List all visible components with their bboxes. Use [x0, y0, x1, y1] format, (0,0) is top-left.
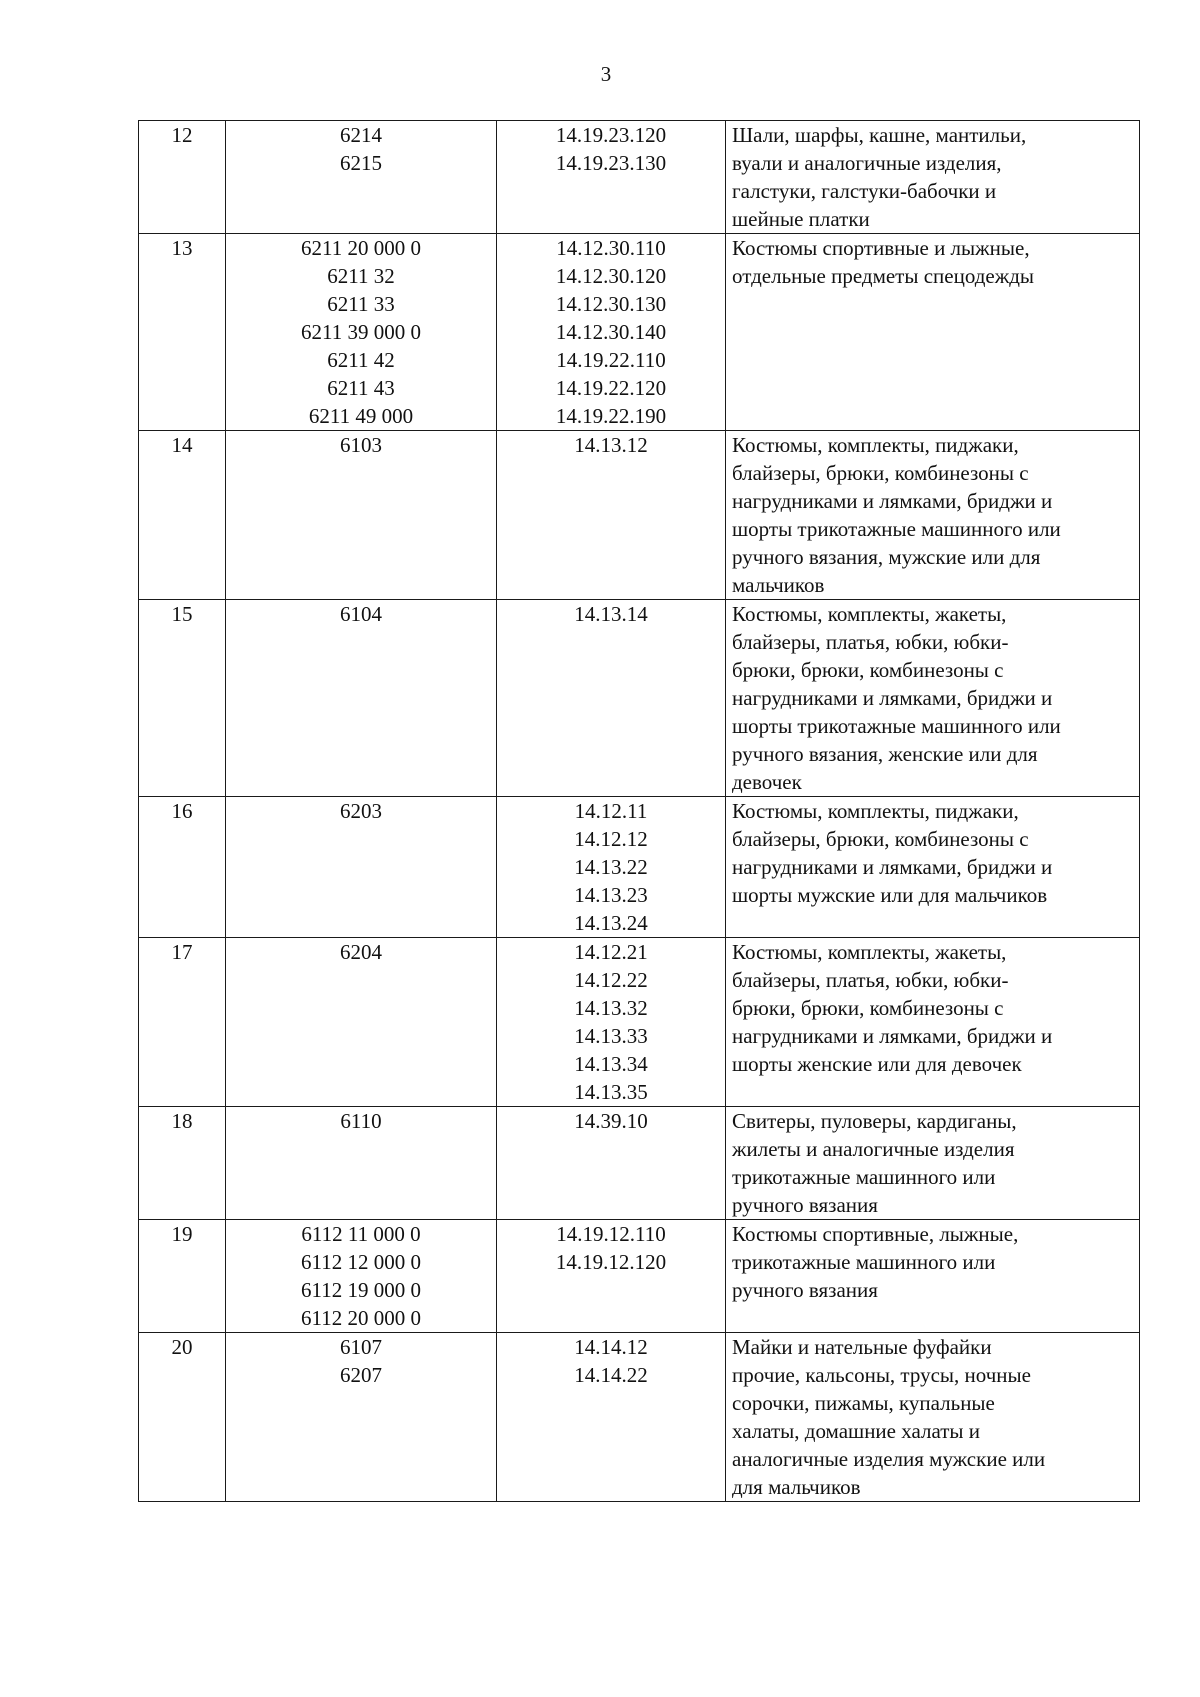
- tnved-code: 6112 20 000 0: [301, 1306, 421, 1330]
- row-number: 16: [139, 797, 226, 938]
- tnved-code: 6215: [340, 151, 382, 175]
- page-number: 3: [600, 62, 612, 86]
- okpd-code: 14.14.22: [574, 1363, 648, 1387]
- description-line: шорты мужские или для мальчиков: [732, 883, 1048, 907]
- desc-cell: [726, 1107, 1140, 1220]
- row-number: 20: [139, 1333, 226, 1502]
- okpd-code: 14.12.22: [574, 968, 648, 992]
- tnved-cell: [226, 121, 497, 234]
- description-line: галстуки, галстуки-бабочки и: [732, 179, 997, 203]
- tnved-code: 6207: [340, 1363, 382, 1387]
- row-number: 19: [139, 1220, 226, 1333]
- row-number: 18: [139, 1107, 226, 1220]
- tnved-code: 6107: [340, 1335, 382, 1359]
- okpd-cell: [497, 600, 726, 797]
- okpd-code: 14.13.12: [574, 433, 648, 457]
- tnved-cell: [226, 600, 497, 797]
- description-line: Майки и нательные фуфайки: [732, 1335, 992, 1359]
- description-line: Свитеры, пуловеры, кардиганы,: [732, 1109, 1017, 1133]
- table-row: [139, 600, 1140, 797]
- description-line: Костюмы спортивные и лыжные,: [732, 236, 1030, 260]
- description-line: ручного вязания: [732, 1278, 878, 1302]
- tnved-code: 6112 19 000 0: [301, 1278, 421, 1302]
- desc-cell: [726, 797, 1140, 938]
- description-line: Костюмы, комплекты, жакеты,: [732, 940, 1007, 964]
- desc-cell: [726, 600, 1140, 797]
- tnved-code: 6112 12 000 0: [301, 1250, 421, 1274]
- okpd-code: 14.19.22.120: [555, 376, 667, 400]
- okpd-cell: [497, 938, 726, 1107]
- description-line: ручного вязания: [732, 1193, 878, 1217]
- description-line: блайзеры, платья, юбки, юбки-: [732, 630, 1009, 654]
- tnved-code: 6203: [340, 799, 382, 823]
- description-line: трикотажные машинного или: [732, 1165, 996, 1189]
- description-line: Костюмы, комплекты, жакеты,: [732, 602, 1007, 626]
- row-number: 17: [139, 938, 226, 1107]
- desc-cell: [726, 1220, 1140, 1333]
- okpd-cell: [497, 121, 726, 234]
- okpd-code: 14.19.23.120: [555, 123, 667, 147]
- table-row: [139, 1220, 1140, 1333]
- desc-cell: [726, 1333, 1140, 1502]
- okpd-code: 14.13.24: [574, 911, 648, 935]
- tnved-code: 6211 32: [327, 264, 395, 288]
- desc-cell: [726, 431, 1140, 600]
- description-line: шорты трикотажные машинного или: [732, 517, 1061, 541]
- okpd-code: 14.39.10: [574, 1109, 648, 1133]
- description-line: блайзеры, брюки, комбинезоны с: [732, 461, 1029, 485]
- row-number: 12: [139, 121, 226, 234]
- description-line: халаты, домашние халаты и: [732, 1419, 981, 1443]
- description-line: брюки, брюки, комбинезоны с: [732, 658, 1004, 682]
- tnved-code: 6112 11 000 0: [301, 1222, 421, 1246]
- description-line: сорочки, пижамы, купальные: [732, 1391, 995, 1415]
- okpd-cell: [497, 797, 726, 938]
- table-row: [139, 938, 1140, 1107]
- table-row: [139, 1333, 1140, 1502]
- description-line: отдельные предметы спецодежды: [732, 264, 1035, 288]
- description-line: нагрудниками и лямками, бриджи и: [732, 686, 1053, 710]
- okpd-cell: [497, 431, 726, 600]
- okpd-cell: [497, 234, 726, 431]
- description-line: для мальчиков: [732, 1475, 861, 1499]
- okpd-code: 14.19.12.120: [555, 1250, 667, 1274]
- description-line: ручного вязания, мужские или для: [732, 545, 1041, 569]
- description-line: аналогичные изделия мужские или: [732, 1447, 1046, 1471]
- description-line: блайзеры, брюки, комбинезоны с: [732, 827, 1029, 851]
- description-line: мальчиков: [732, 573, 825, 597]
- okpd-code: 14.19.23.130: [555, 151, 667, 175]
- description-line: Костюмы спортивные, лыжные,: [732, 1222, 1019, 1246]
- tnved-code: 6214: [340, 123, 382, 147]
- tnved-cell: [226, 938, 497, 1107]
- description-line: нагрудниками и лямками, бриджи и: [732, 489, 1053, 513]
- tnved-code: 6110: [340, 1109, 382, 1133]
- okpd-code: 14.19.12.110: [556, 1222, 666, 1246]
- okpd-code: 14.13.22: [574, 855, 648, 879]
- okpd-code: 14.12.30.140: [555, 320, 667, 344]
- description-line: девочек: [732, 770, 802, 794]
- tnved-cell: [226, 234, 497, 431]
- description-line: Шали, шарфы, кашне, мантильи,: [732, 123, 1027, 147]
- tnved-cell: [226, 1107, 497, 1220]
- tnved-cell: [226, 797, 497, 938]
- table-body: [139, 121, 1140, 1502]
- description-line: Костюмы, комплекты, пиджаки,: [732, 433, 1019, 457]
- tnved-code: 6204: [340, 940, 382, 964]
- description-line: брюки, брюки, комбинезоны с: [732, 996, 1004, 1020]
- description-line: трикотажные машинного или: [732, 1250, 996, 1274]
- tnved-cell: [226, 1220, 497, 1333]
- description-line: шорты женские или для девочек: [732, 1052, 1022, 1076]
- okpd-code: 14.12.12: [574, 827, 648, 851]
- row-number: 13: [139, 234, 226, 431]
- okpd-code: 14.13.14: [574, 602, 648, 626]
- row-number: 15: [139, 600, 226, 797]
- table-row: [139, 797, 1140, 938]
- okpd-code: 14.12.11: [574, 799, 648, 823]
- tnved-code: 6211 42: [327, 348, 395, 372]
- okpd-code: 14.13.23: [574, 883, 648, 907]
- description-line: шорты трикотажные машинного или: [732, 714, 1061, 738]
- description-line: нагрудниками и лямками, бриджи и: [732, 1024, 1053, 1048]
- tnved-cell: [226, 431, 497, 600]
- description-line: прочие, кальсоны, трусы, ночные: [732, 1363, 1031, 1387]
- okpd-code: 14.13.33: [574, 1024, 648, 1048]
- okpd-cell: [497, 1220, 726, 1333]
- okpd-code: 14.12.30.120: [555, 264, 667, 288]
- table-row: [139, 1107, 1140, 1220]
- table-row: [139, 431, 1140, 600]
- desc-cell: [726, 938, 1140, 1107]
- okpd-code: 14.19.22.110: [556, 348, 666, 372]
- okpd-code: 14.12.30.130: [555, 292, 667, 316]
- tnved-code: 6211 49 000: [308, 404, 414, 428]
- tnved-code: 6211 20 000 0: [301, 236, 421, 260]
- okpd-code: 14.14.12: [574, 1335, 648, 1359]
- okpd-code: 14.13.34: [574, 1052, 648, 1076]
- okpd-code: 14.12.30.110: [556, 236, 666, 260]
- table-row: [139, 234, 1140, 431]
- goods-classification-table: [138, 120, 1140, 1502]
- okpd-code: 14.13.32: [574, 996, 648, 1020]
- tnved-code: 6211 39 000 0: [301, 320, 421, 344]
- tnved-code: 6103: [340, 433, 382, 457]
- description-line: шейные платки: [732, 207, 870, 231]
- description-line: вуали и аналогичные изделия,: [732, 151, 1002, 175]
- description-line: блайзеры, платья, юбки, юбки-: [732, 968, 1009, 992]
- tnved-cell: [226, 1333, 497, 1502]
- description-line: Костюмы, комплекты, пиджаки,: [732, 799, 1019, 823]
- okpd-code: 14.13.35: [574, 1080, 648, 1104]
- desc-cell: [726, 234, 1140, 431]
- desc-cell: [726, 121, 1140, 234]
- description-line: нагрудниками и лямками, бриджи и: [732, 855, 1053, 879]
- okpd-cell: [497, 1333, 726, 1502]
- tnved-code: 6211 33: [327, 292, 395, 316]
- description-line: ручного вязания, женские или для: [732, 742, 1038, 766]
- tnved-code: 6211 43: [327, 376, 395, 400]
- tnved-code: 6104: [340, 602, 382, 626]
- okpd-code: 14.12.21: [574, 940, 648, 964]
- description-line: жилеты и аналогичные изделия: [732, 1137, 1015, 1161]
- row-number: 14: [139, 431, 226, 600]
- okpd-cell: [497, 1107, 726, 1220]
- okpd-code: 14.19.22.190: [555, 404, 667, 428]
- table-row: [139, 121, 1140, 234]
